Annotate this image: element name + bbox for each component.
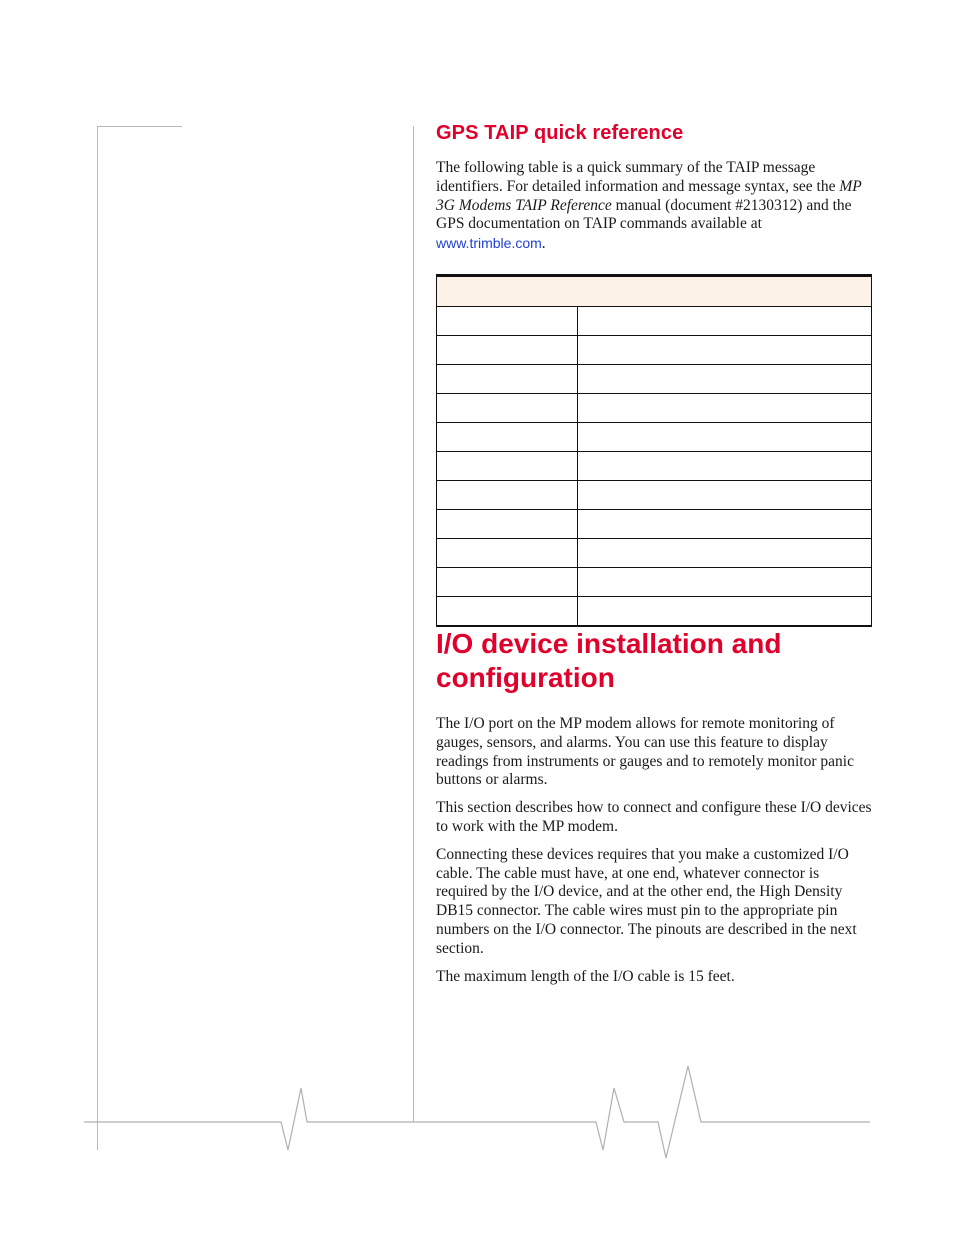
- table-row: [437, 306, 872, 335]
- taip-section-heading: GPS TAIP quick reference: [436, 122, 684, 144]
- table-row: [437, 596, 872, 626]
- table-cell-id: [437, 509, 578, 538]
- table-cell-desc: [578, 422, 872, 451]
- margin-rule-left: [97, 126, 98, 1150]
- io-paragraph: Connecting these devices requires that you make a customized I/O cable. The cable must have, at one end, whatever connector is required by the I/O device, and at the other end, the High Density DB15 connector. The cable wires must pin to the appropriate pin numbers on the I/O connector. The pinouts are described in the next section.: [436, 845, 857, 957]
- taip-intro-paragraph: [436, 159, 872, 254]
- main-column: [436, 118, 872, 986]
- table-cell-desc: [578, 538, 872, 567]
- trimble-link[interactable]: www.trimble.com: [436, 235, 542, 252]
- taip-reference-table: [436, 274, 872, 627]
- table-row: [437, 335, 872, 364]
- table-cell-desc: [578, 393, 872, 422]
- table-cell-id: [437, 422, 578, 451]
- table-cell-id: [437, 306, 578, 335]
- table-cell-id: [437, 596, 578, 626]
- io-paragraph: The maximum length of the I/O cable is 15 feet.: [436, 967, 735, 985]
- table-cell-desc: [578, 335, 872, 364]
- io-paragraph: The I/O port on the MP modem allows for remote monitoring of gauges, sensors, and alarms. You can use this feature to display readings from instruments or gauges and to remotely monitor panic buttons or alarms.: [436, 714, 854, 789]
- table-row: [437, 393, 872, 422]
- table-cell-desc: [578, 451, 872, 480]
- table-cell-desc: [578, 480, 872, 509]
- table-cell-desc: [578, 567, 872, 596]
- table-row: [437, 480, 872, 509]
- footer-heartbeat-line: [0, 1060, 954, 1170]
- table-cell-id: [437, 393, 578, 422]
- margin-rule-top: [97, 126, 182, 127]
- table-row: [437, 567, 872, 596]
- table-row: [437, 451, 872, 480]
- intro-text-end: .: [541, 235, 546, 253]
- io-section-body: [436, 715, 872, 986]
- intro-text-cont: manual (document #2130312) and the GPS documentation on TAIP commands available at: [436, 196, 852, 233]
- table-cell-id: [437, 480, 578, 509]
- table-row: [437, 364, 872, 393]
- io-section-heading: I/O device installation and configuration: [436, 627, 782, 693]
- table-cell-desc: [578, 306, 872, 335]
- manual-title: MP 3G Modems TAIP Reference: [436, 177, 862, 214]
- table-cell-id: [437, 451, 578, 480]
- table-cell-desc: [578, 596, 872, 626]
- table-cell-id: [437, 364, 578, 393]
- table-cell-id: [437, 335, 578, 364]
- table-cell-id: [437, 567, 578, 596]
- table-row: [437, 422, 872, 451]
- table-cell-desc: [578, 509, 872, 538]
- intro-text: The following table is a quick summary of the TAIP message identifiers. For detailed information and message syntax, see the: [436, 159, 840, 195]
- margin-rule-center: [413, 126, 414, 1122]
- io-paragraph: This section describes how to connect and configure these I/O devices to work with the MP modem.: [436, 799, 872, 835]
- table-cell-id: [437, 538, 578, 567]
- table-header: [437, 275, 872, 306]
- table-cell-desc: [578, 364, 872, 393]
- table-row: [437, 509, 872, 538]
- table-row: [437, 538, 872, 567]
